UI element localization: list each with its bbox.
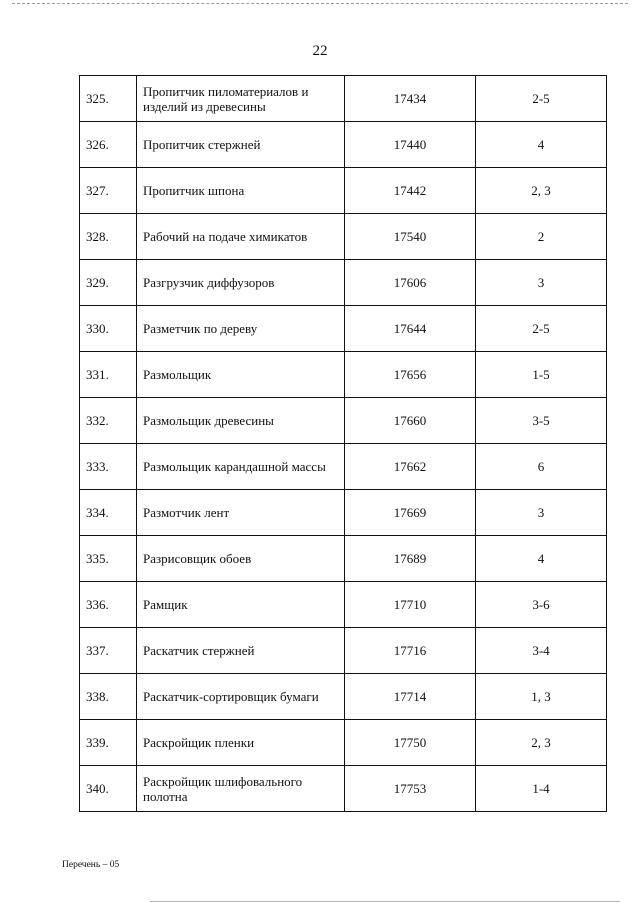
- table-row: [80, 536, 607, 582]
- profession-code: 17716: [345, 628, 476, 674]
- table-row: [80, 122, 607, 168]
- profession-name: Разрисовщик обоев: [137, 536, 345, 582]
- profession-code: 17714: [345, 674, 476, 720]
- hazard-classes: 4: [476, 536, 607, 582]
- table-row: [80, 720, 607, 766]
- table-row: [80, 352, 607, 398]
- profession-name: Разметчик по дереву: [137, 306, 345, 352]
- hazard-classes: 2-5: [476, 306, 607, 352]
- profession-code: 17644: [345, 306, 476, 352]
- profession-name: Пропитчик шпона: [137, 168, 345, 214]
- row-number: 335.: [80, 536, 137, 582]
- profession-name: Раскатчик стержней: [137, 628, 345, 674]
- profession-name: Размотчик лент: [137, 490, 345, 536]
- table-row: [80, 168, 607, 214]
- profession-code: 17710: [345, 582, 476, 628]
- profession-name: Рамщик: [137, 582, 345, 628]
- profession-code: 17442: [345, 168, 476, 214]
- hazard-classes: 1-4: [476, 766, 607, 812]
- table-row: [80, 306, 607, 352]
- hazard-classes: 3: [476, 490, 607, 536]
- profession-name: Рабочий на подаче химикатов: [137, 214, 345, 260]
- table-row: [80, 444, 607, 490]
- hazard-classes: 3-4: [476, 628, 607, 674]
- profession-name: Раскатчик-сортировщик бумаги: [137, 674, 345, 720]
- hazard-classes: 3: [476, 260, 607, 306]
- table-row: [80, 490, 607, 536]
- profession-table: [79, 75, 607, 812]
- row-number: 336.: [80, 582, 137, 628]
- table-row: [80, 582, 607, 628]
- row-number: 332.: [80, 398, 137, 444]
- hazard-classes: 2, 3: [476, 720, 607, 766]
- profession-code: 17440: [345, 122, 476, 168]
- hazard-classes: 2: [476, 214, 607, 260]
- row-number: 340.: [80, 766, 137, 812]
- table-row: [80, 214, 607, 260]
- table-row: [80, 628, 607, 674]
- table-row: [80, 398, 607, 444]
- row-number: 325.: [80, 76, 137, 122]
- profession-name: Пропитчик пиломатериалов и изделий из древесины: [137, 76, 345, 122]
- document-footer: Перечень – 05: [62, 860, 120, 870]
- hazard-classes: 3-5: [476, 398, 607, 444]
- hazard-classes: 3-6: [476, 582, 607, 628]
- profession-name: Размольщик древесины: [137, 398, 345, 444]
- hazard-classes: 6: [476, 444, 607, 490]
- profession-code: 17662: [345, 444, 476, 490]
- row-number: 334.: [80, 490, 137, 536]
- scan-edge-bottom: [150, 901, 620, 902]
- table-row: [80, 766, 607, 812]
- profession-code: 17689: [345, 536, 476, 582]
- table-row: [80, 674, 607, 720]
- profession-name: Пропитчик стержней: [137, 122, 345, 168]
- table-row: [80, 76, 607, 122]
- profession-code: 17660: [345, 398, 476, 444]
- profession-code: 17656: [345, 352, 476, 398]
- profession-code: 17540: [345, 214, 476, 260]
- profession-code: 17606: [345, 260, 476, 306]
- profession-name: Размольщик: [137, 352, 345, 398]
- row-number: 338.: [80, 674, 137, 720]
- table-row: [80, 260, 607, 306]
- row-number: 333.: [80, 444, 137, 490]
- row-number: 331.: [80, 352, 137, 398]
- table-body: [80, 76, 607, 812]
- profession-code: 17669: [345, 490, 476, 536]
- profession-name: Размольщик карандашной массы: [137, 444, 345, 490]
- scan-edge-top: [12, 3, 628, 4]
- row-number: 337.: [80, 628, 137, 674]
- row-number: 329.: [80, 260, 137, 306]
- row-number: 327.: [80, 168, 137, 214]
- row-number: 326.: [80, 122, 137, 168]
- page-number: 22: [312, 43, 328, 59]
- profession-code: 17753: [345, 766, 476, 812]
- profession-name: Раскройщик шлифовального полотна: [137, 766, 345, 812]
- row-number: 339.: [80, 720, 137, 766]
- hazard-classes: 1, 3: [476, 674, 607, 720]
- hazard-classes: 4: [476, 122, 607, 168]
- profession-code: 17434: [345, 76, 476, 122]
- hazard-classes: 2-5: [476, 76, 607, 122]
- hazard-classes: 2, 3: [476, 168, 607, 214]
- profession-name: Разгрузчик диффузоров: [137, 260, 345, 306]
- profession-name: Раскройщик пленки: [137, 720, 345, 766]
- row-number: 328.: [80, 214, 137, 260]
- profession-code: 17750: [345, 720, 476, 766]
- row-number: 330.: [80, 306, 137, 352]
- hazard-classes: 1-5: [476, 352, 607, 398]
